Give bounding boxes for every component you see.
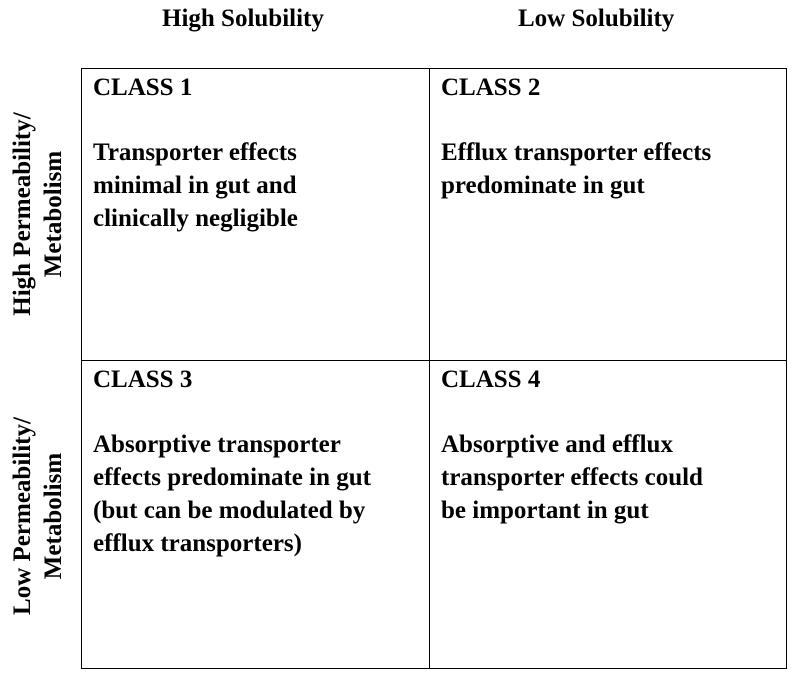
column-header-high-solubility: High Solubility bbox=[162, 5, 324, 32]
description-line: Absorptive and efflux bbox=[441, 431, 673, 458]
cell-title: CLASS 4 bbox=[441, 366, 541, 393]
cell-title: CLASS 1 bbox=[93, 74, 193, 101]
cell-description bbox=[441, 428, 776, 527]
description-line: clinically negligible bbox=[93, 205, 298, 232]
row-header-line: Metabolism bbox=[40, 452, 67, 580]
row-header-high-permeability bbox=[3, 74, 73, 354]
description-line: predominate in gut bbox=[441, 172, 645, 199]
row-header-low-permeability bbox=[3, 376, 73, 656]
description-line: efflux transporters) bbox=[93, 530, 302, 557]
row-header-line: Low Permeability/ bbox=[9, 417, 36, 615]
description-line: Efflux transporter effects bbox=[441, 139, 712, 166]
description-line: effects predominate in gut bbox=[93, 464, 371, 491]
description-line: minimal in gut and bbox=[93, 172, 297, 199]
description-line: Transporter effects bbox=[93, 139, 297, 166]
description-line: Absorptive transporter bbox=[93, 431, 341, 458]
description-line: (but can be modulated by bbox=[93, 497, 366, 524]
description-line: be important in gut bbox=[441, 497, 649, 524]
cell-class-2 bbox=[430, 69, 786, 361]
cell-class-3 bbox=[82, 361, 430, 668]
cell-title: CLASS 2 bbox=[441, 74, 541, 101]
classification-grid bbox=[81, 68, 787, 669]
cell-class-4 bbox=[430, 361, 786, 668]
cell-description bbox=[441, 136, 776, 202]
cell-description bbox=[93, 136, 419, 235]
cell-class-1 bbox=[82, 69, 430, 361]
column-header-low-solubility: Low Solubility bbox=[518, 5, 675, 32]
cell-description bbox=[93, 428, 419, 560]
cell-title: CLASS 3 bbox=[93, 366, 193, 393]
row-header-line: Metabolism bbox=[40, 150, 67, 278]
description-line: transporter effects could bbox=[441, 464, 703, 491]
row-header-line: High Permeability/ bbox=[9, 112, 36, 316]
